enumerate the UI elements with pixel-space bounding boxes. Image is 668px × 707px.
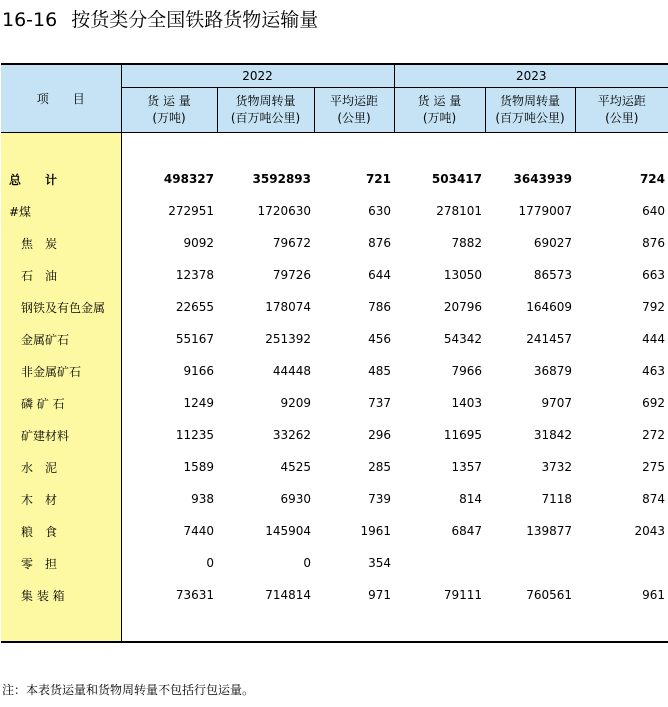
data-table-container <box>1 63 668 643</box>
table-row <box>1 195 668 227</box>
table-title: 按货类分全国铁路货物运输量 <box>71 9 319 31</box>
table-cell: 7440 <box>183 524 214 538</box>
table-cell: 503417 <box>431 172 482 186</box>
table-cell <box>575 547 668 579</box>
table-cell: 55167 <box>175 332 214 346</box>
table-cell: 644 <box>368 268 391 282</box>
table-cell: 721 <box>365 172 391 186</box>
table-cell: 4525 <box>280 460 311 474</box>
table-row <box>1 483 668 515</box>
table-cell: 7882 <box>451 236 482 250</box>
table-cell: 6847 <box>451 524 482 538</box>
col-header-line1: 货物周转量 <box>235 94 296 108</box>
row-label: 石 油 <box>1 259 121 291</box>
table-cell: 44448 <box>272 364 311 378</box>
filler-cell <box>121 611 668 642</box>
table-cell: 792 <box>642 300 666 314</box>
table-cell: 6930 <box>280 492 311 506</box>
footnote: 注：本表货运量和货物周转量不包括行包运量。 <box>2 683 255 697</box>
col-header-freight-volume-2023 <box>394 88 485 133</box>
col-header-line1: 平均运距 <box>329 94 378 108</box>
freight-table <box>1 63 668 643</box>
table-cell: 33262 <box>272 428 311 442</box>
table-cell: 874 <box>642 492 666 506</box>
table-cell: 3643939 <box>513 172 572 186</box>
table-cell: 1720630 <box>257 204 311 218</box>
table-row <box>1 163 668 195</box>
table-row <box>1 547 668 579</box>
table-cell: 9092 <box>183 236 214 250</box>
row-label: 零 担 <box>1 547 121 579</box>
table-cell: 164609 <box>526 300 572 314</box>
year-header-2022: 2022 <box>121 64 394 88</box>
row-label: 非金属矿石 <box>1 355 121 387</box>
table-body <box>1 133 668 643</box>
table-cell: 876 <box>642 236 666 250</box>
table-cell: 485 <box>368 364 391 378</box>
table-cell: 22655 <box>175 300 214 314</box>
table-cell: 11235 <box>175 428 214 442</box>
row-label: 粮 食 <box>1 515 121 547</box>
table-row <box>1 515 668 547</box>
table-cell: 275 <box>642 460 666 474</box>
table-number: 16-16 <box>2 9 58 31</box>
col-header-line2: (万吨) <box>422 111 457 125</box>
page-title <box>2 6 318 34</box>
year-header-2023: 2023 <box>394 64 668 88</box>
item-header: 项 目 <box>1 64 121 133</box>
table-cell: 724 <box>639 172 666 186</box>
table-cell: 139877 <box>526 524 572 538</box>
table-cell: 241457 <box>526 332 572 346</box>
table-cell: 13050 <box>443 268 482 282</box>
table-cell: 1403 <box>451 396 482 410</box>
table-cell: 354 <box>368 556 391 570</box>
col-header-line2: (公里) <box>337 111 371 125</box>
table-cell: 663 <box>642 268 666 282</box>
table-cell: 1589 <box>183 460 214 474</box>
table-row <box>1 355 668 387</box>
table-cell: 36879 <box>533 364 572 378</box>
table-cell: 692 <box>642 396 666 410</box>
table-cell: 456 <box>368 332 391 346</box>
row-label: 金属矿石 <box>1 323 121 355</box>
col-header-line2: (公里) <box>605 111 639 125</box>
table-cell: 12378 <box>175 268 214 282</box>
col-header-turnover-2023 <box>485 88 575 133</box>
col-header-line1: 货 运 量 <box>147 94 191 108</box>
table-cell: 961 <box>642 588 666 602</box>
row-label: 磷 矿 石 <box>1 387 121 419</box>
table-cell: 69027 <box>533 236 572 250</box>
table-cell: 876 <box>368 236 391 250</box>
table-cell: 786 <box>368 300 391 314</box>
table-cell: 0 <box>206 556 214 570</box>
table-cell: 3592893 <box>252 172 311 186</box>
table-cell: 296 <box>368 428 391 442</box>
table-cell <box>485 547 575 579</box>
row-label: 矿建材料 <box>1 419 121 451</box>
table-cell: 11695 <box>443 428 482 442</box>
table-cell: 1961 <box>360 524 391 538</box>
table-cell: 272951 <box>168 204 214 218</box>
table-cell: 1249 <box>183 396 214 410</box>
table-row <box>1 323 668 355</box>
table-cell: 285 <box>368 460 391 474</box>
table-cell: 3732 <box>541 460 572 474</box>
spacer-cell <box>121 133 668 164</box>
table-cell: 0 <box>303 556 311 570</box>
table-cell: 814 <box>459 492 482 506</box>
table-cell: 7966 <box>451 364 482 378</box>
table-row <box>1 291 668 323</box>
table-cell: 737 <box>368 396 391 410</box>
table-cell: 9209 <box>280 396 311 410</box>
col-header-freight-volume-2022 <box>121 88 217 133</box>
row-label: 水 泥 <box>1 451 121 483</box>
table-cell: 760561 <box>526 588 572 602</box>
table-row <box>1 451 668 483</box>
table-cell: 251392 <box>265 332 311 346</box>
table-cell: 739 <box>368 492 391 506</box>
table-cell: 9707 <box>541 396 572 410</box>
row-label: 集 装 箱 <box>1 579 121 611</box>
table-cell: 971 <box>368 588 391 602</box>
table-row <box>1 227 668 259</box>
table-cell: 714814 <box>265 588 311 602</box>
col-header-line1: 平均运距 <box>597 94 646 108</box>
table-row <box>1 579 668 611</box>
table-cell: 54342 <box>443 332 482 346</box>
table-cell: 630 <box>368 204 391 218</box>
table-cell: 79111 <box>443 588 482 602</box>
table-row <box>1 419 668 451</box>
col-header-line2: (万吨) <box>152 111 186 125</box>
table-row <box>1 259 668 291</box>
table-cell: 7118 <box>541 492 572 506</box>
spacer-cell <box>1 133 121 164</box>
col-header-line2: (百万吨公里) <box>230 111 301 125</box>
table-cell: 1779007 <box>518 204 572 218</box>
table-cell: 145904 <box>265 524 311 538</box>
table-cell: 444 <box>642 332 666 346</box>
col-header-avg-distance-2022 <box>314 88 394 133</box>
col-header-line1: 货 运 量 <box>417 94 462 108</box>
row-label: 焦 炭 <box>1 227 121 259</box>
row-label: 钢铁及有色金属 <box>1 291 121 323</box>
table-cell: 1357 <box>451 460 482 474</box>
table-cell: 86573 <box>533 268 572 282</box>
col-header-line1: 货物周转量 <box>499 94 560 108</box>
table-cell: 79672 <box>272 236 311 250</box>
table-cell: 498327 <box>163 172 214 186</box>
table-cell: 79726 <box>272 268 311 282</box>
col-header-avg-distance-2023 <box>575 88 668 133</box>
table-cell: 938 <box>191 492 214 506</box>
table-cell: 272 <box>642 428 666 442</box>
table-cell <box>394 547 485 579</box>
table-cell: 31842 <box>533 428 572 442</box>
table-cell: 178074 <box>265 300 311 314</box>
col-header-turnover-2022 <box>217 88 314 133</box>
table-filler-row <box>1 611 668 642</box>
table-cell: 640 <box>642 204 666 218</box>
table-cell: 20796 <box>443 300 482 314</box>
row-label: #煤 <box>1 195 121 227</box>
table-cell: 73631 <box>175 588 214 602</box>
table-cell: 463 <box>642 364 666 378</box>
table-cell: 9166 <box>183 364 214 378</box>
filler-cell <box>1 611 121 642</box>
row-label: 总 计 <box>1 163 121 195</box>
col-header-line2: (百万吨公里) <box>495 111 565 125</box>
table-row <box>1 387 668 419</box>
table-cell: 2043 <box>634 524 666 538</box>
table-cell: 278101 <box>436 204 482 218</box>
row-label: 木 材 <box>1 483 121 515</box>
